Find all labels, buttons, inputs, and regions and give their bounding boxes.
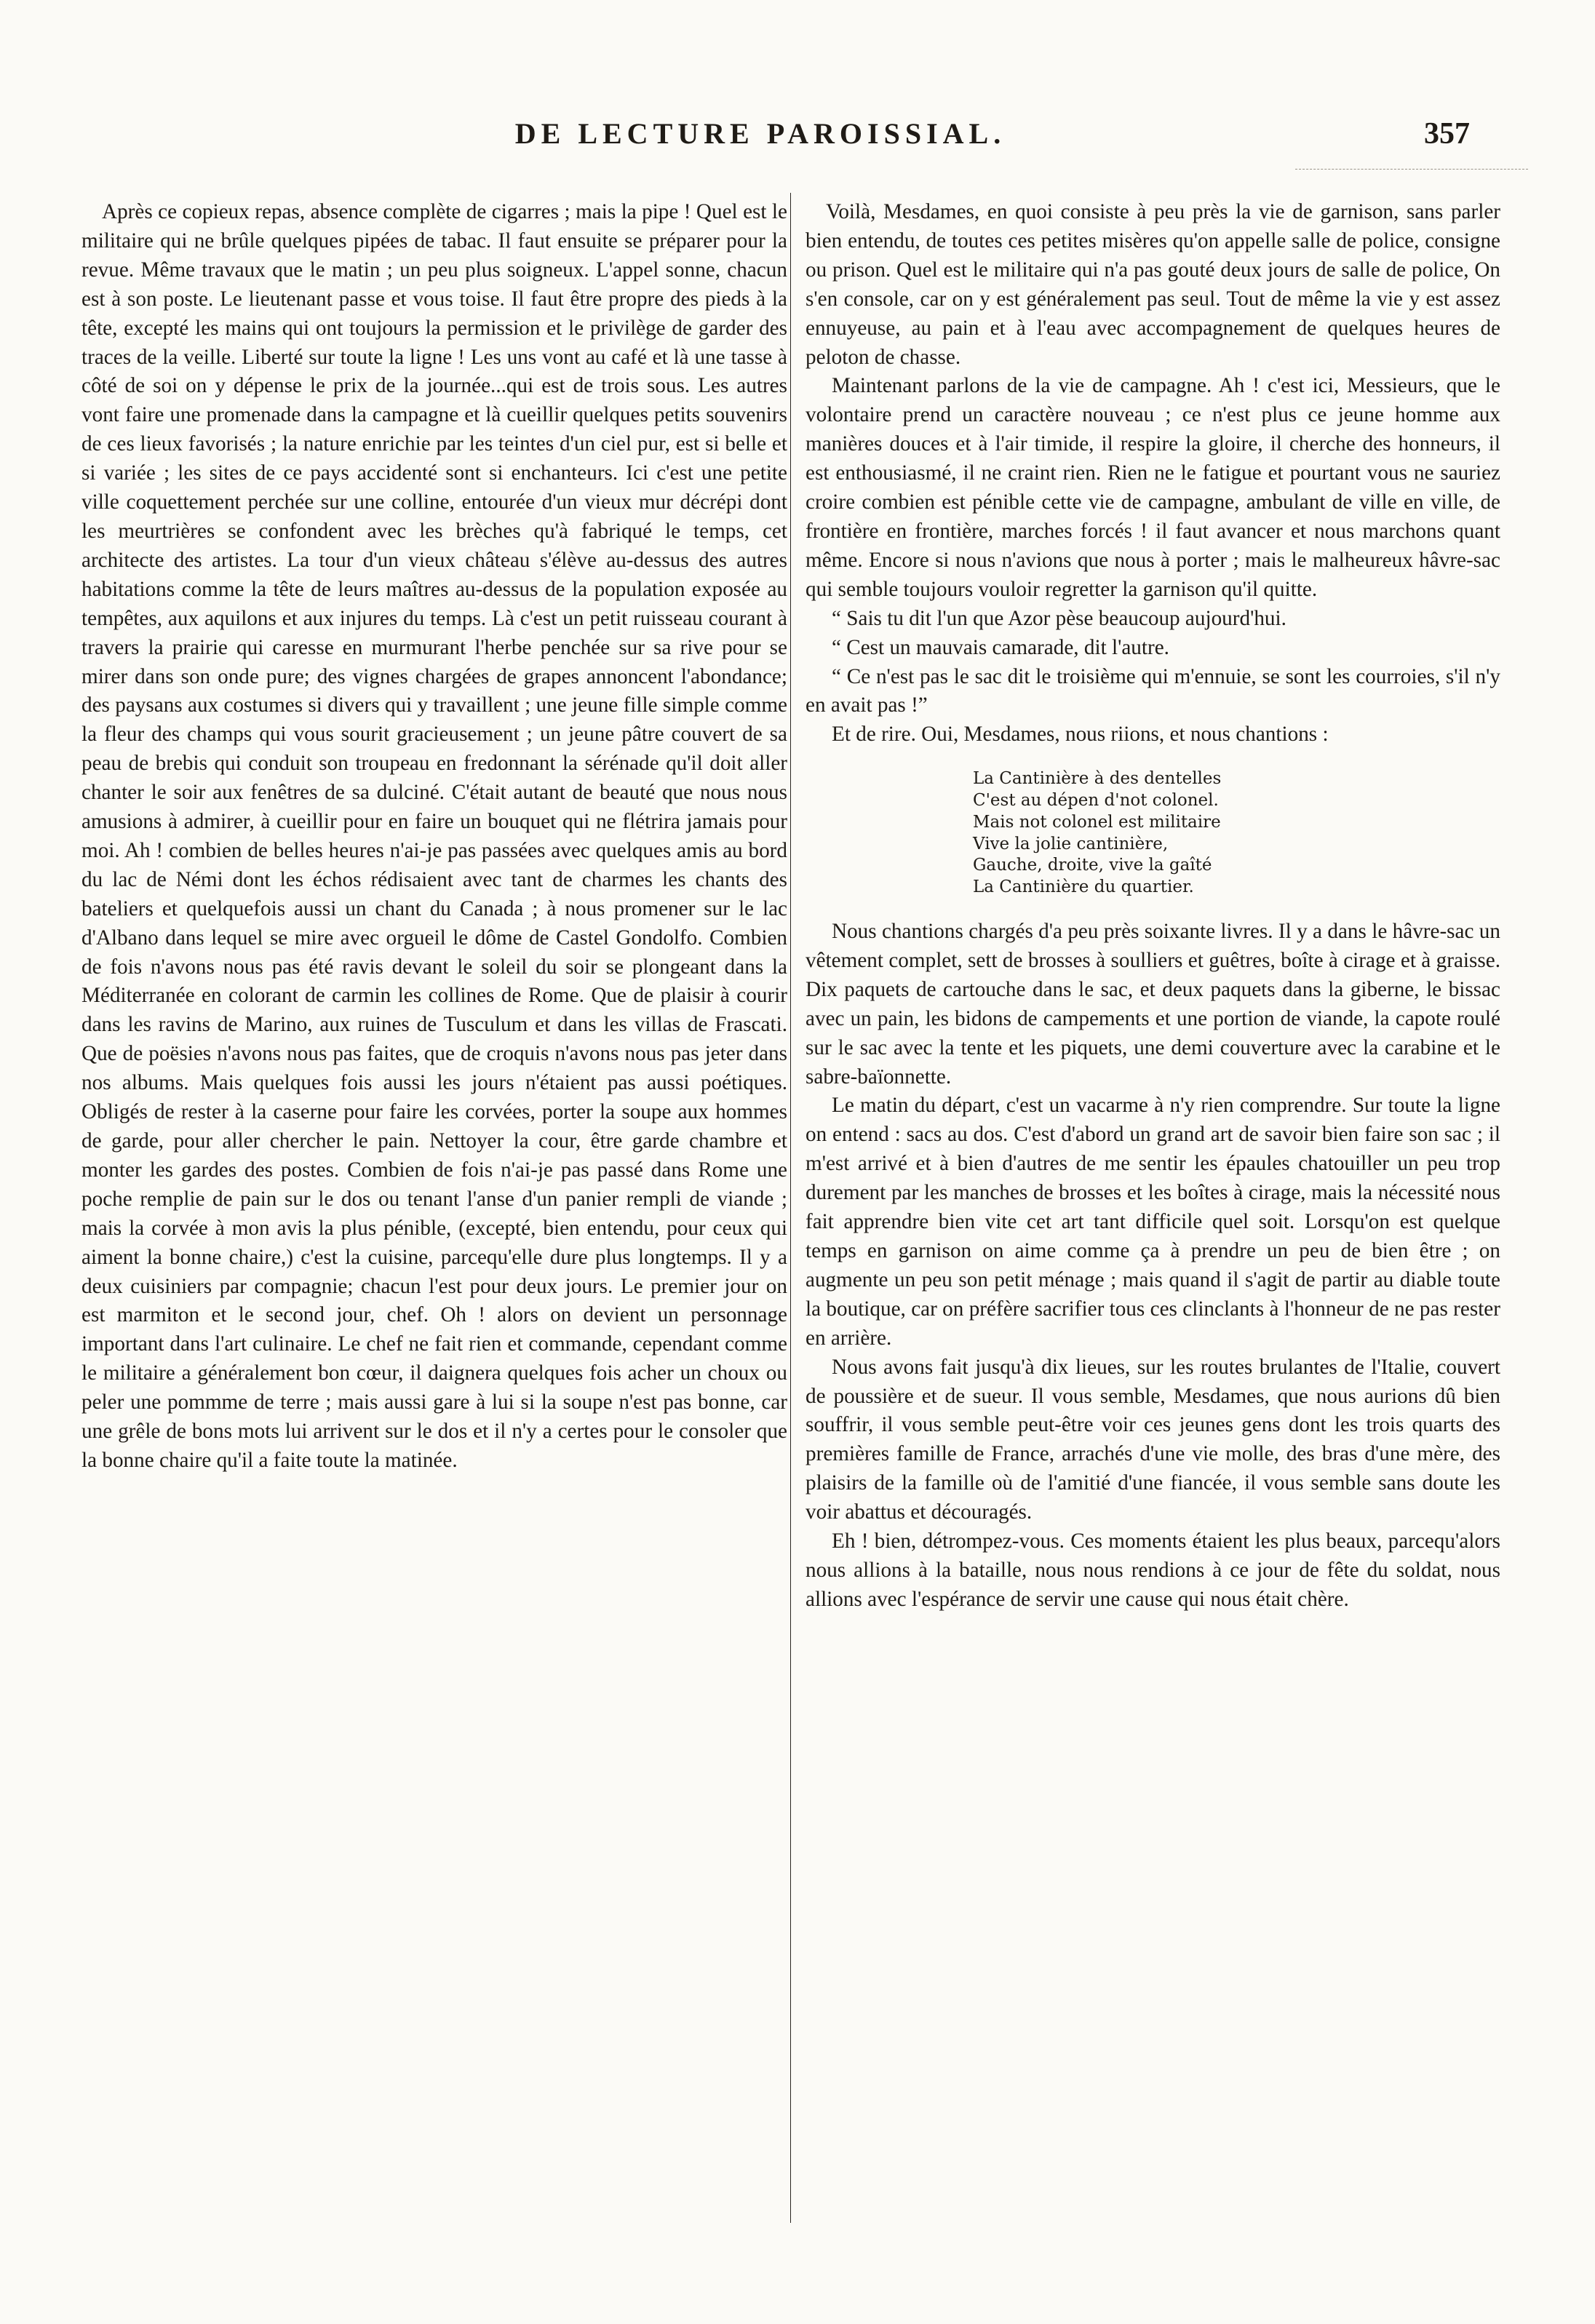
paragraph: Maintenant parlons de la vie de campagne. Ah ! c'est ici, Messieurs, que le volontaire prend un caractère nouveau ; ce n'est plus ce jeune homme aux manières douces et à l'air timide, il respire la gloire, il cherche des honneurs, il est enthousiasmé, il ne craint rien. Rien ne le fatigue et pourtant vous ne sauriez croire combien est pénible cette vie de campagne, ambulant de ville en ville, de frontière en frontière, marches forcés ! il faut avancer et nous marchons quant même. Encore si nous n'avions que nous à porter ; mais le malheureux hâvre-sac qui semble toujours vouloir regretter la garnison qu'il quitte.: [806, 374, 1500, 601]
paragraph: Après ce copieux repas, absence complète de cigarres ; mais la pipe ! Quel est le militaire qui ne brûle quelques pipées de tabac. Il faut ensuite se préparer pour la revue. Même travaux que le matin ; un peu plus soigneux. L'appel sonne, chacun est à son poste. Le lieutenant passe et vous toise. Il faut être propre des pieds à la tête, excepté les mains qui ont toujours la permission et le privilège de garder des traces de la veille. Liberté sur toute la ligne ! Les uns vont au café et là une tasse à côté de soi on y dépense le prix de la journée...qui est de trois sous. Les autres vont faire une promenade dans la campagne et là cueillir quelques petits souvenirs de ces lieux favorisés ; la nature enrichie par les teintes d'un ciel pur, est si belle et si variée ; les sites de ce pays accidenté sont si enchanteurs. Ici c'est une petite ville coquettement perchée sur une colline, entourée d'un vieux mur décrépi dont les meurtrières se confondent avec les brèches qu'à fabriqué le temps, cet architecte des artistes. La tour d'un vieux château s'élève au-dessus des autres habitations comme la tête de leurs maîtres au-dessus de la population exposée au tempêtes, aux aquilons et aux injures du temps. Là c'est un petit ruisseau courant à travers la prairie qui caresse en murmurant l'herbe penchée sur sa rive pour se mirer dans son onde pure; des vignes chargées de grapes annoncent l'abondance; des paysans aux costumes si divers qui y travaillent ; une jeune fille simple comme la fleur des champs qui vous sourit gracieusement ; un jeune pâtre couvert de sa peau de brebis qui conduit son troupeau en fredonnant la sérénade qu'il doit aller chanter le soir aux fenêtres de sa dulciné. C'était autant de beauté que nous nous amusions à admirer, à cueillir pour en faire un bouquet qui ne flétrira jamais pour moi. Ah ! combien de belles heures n'ai-je pas passées avec quelques amis au bord du lac de Némi dont les échos rédisaient avec tant de charmes les chants des bateliers et quelquefois aussi un chant du Canada ; à nous promener sur le lac d'Albano dans lequel se mire avec orgueil le dôme de Castel Gondolfo. Combien de fois n'avons nous pas été ravis devant le soleil du soir se plongeant dans la Méditerranée en colorant de carmin les collines de Rome. Que de plaisir à courir dans les ravins de Marino, aux ruines de Tusculum et dans les villas de Frascati. Que de poësies n'avons nous pas faites, que de croquis n'avons nous pas jeter dans nos albums. Mais quelques fois aussi les jours n'étaient pas aussi poétiques. Obligés de rester à la caserne pour faire les corvées, porter la soupe aux hommes de garde, pour aller chercher le pain. Nettoyer la cour, être garde chambre et monter les gardes des postes. Combien de fois n'ai-je pas passé dans Rome une poche remplie de pain sur le dos ou tenant l'anse d'un panier rempli de viande ; mais la corvée à mon avis la plus pénible, (excepté, bien entendu, pour ceux qui aiment la bonne chaire,) c'est la cuisine, parcequ'elle dure plus longtemps. Il y a deux cuisiniers par compagnie; chacun l'est pour deux jours. Le premier jour on est marmiton et le second jour, chef. Oh ! alors on devient un personnage important dans l'art culinaire. Le chef ne fait rien et commande, cependant comme le militaire a généralement bon cœur, il daignera quelques fois acher un choux ou peler une pommme de terre ; mais aussi gare à lui si la soupe n'est pas bonne, car une grêle de bons mots lui arrivent sur le dos et il n'y a certes pour le consoler que la bonne chaire qu'il a faite toute la matinée.: [81, 200, 787, 1472]
paragraph: “ Cest un mauvais camarade, dit l'autre.: [832, 635, 1169, 659]
page-header: [58, 116, 1470, 160]
verse-line: La Cantinière du quartier.: [973, 878, 1194, 897]
verse-line: La Cantinière à des dentelles: [973, 769, 1222, 789]
column-divider: [790, 193, 791, 2223]
verse-line: Gauche, droite, vive la gaîté: [973, 856, 1212, 875]
paragraph: Le matin du départ, c'est un vacarme à n'y rien comprendre. Sur toute la ligne on entend : sacs au dos. C'est d'abord un grand art de savoir bien faire son sac ; il m'est arrivé et à bien d'autres de me sentir les épaules chatouiller un peu trop durement par les manches de brosses et les boîtes à cirage, mais la nécessité nous fait apprendre bien vite cet art tant difficile quel soit. Lorsqu'on est quelque temps en garnison on aime comme ça à prendre un peu de bien être ; on augmente un peu son petit ménage ; mais quand il s'agit de partir au diable toute la boutique, car on préfère sacrifier tous ces clinclants à l'honneur de ne pas rester en arrière.: [806, 1094, 1500, 1350]
song-verse: [973, 768, 1500, 899]
paragraph: Eh ! bien, détrompez-vous. Ces moments étaient les plus beaux, parcequ'alors nous allions à la bataille, nous nous rendions à ce jour de fête du soldat, nous allions avec l'espérance de servir une cause qui nous était chère.: [806, 1529, 1500, 1611]
left-column: [81, 198, 787, 1476]
header-rule: [1295, 169, 1528, 170]
paragraph: Et de rire. Oui, Mesdames, nous riions, et nous chantions :: [832, 723, 1329, 747]
running-title: DE LECTURE PAROISSIAL.: [514, 117, 1006, 150]
paragraph: “ Ce n'est pas le sac dit le troisième qui m'ennuie, se sont les courroies, s'il n'y en avait pas !”: [806, 664, 1500, 717]
verse-line: Mais not colonel est militaire: [973, 812, 1221, 832]
right-column: [806, 198, 1500, 1615]
verse-line: Vive la jolie cantinière,: [973, 834, 1169, 853]
paragraph: “ Sais tu dit l'un que Azor pèse beaucoup aujourd'hui.: [832, 606, 1286, 630]
paragraph: Nous avons fait jusqu'à dix lieues, sur les routes brulantes de l'Italie, couvert de poussière et de sueur. Il vous semble, Mesdames, que nous aurions dû bien souffrir, il vous semble peut-être voir ces jeunes gens dont les trois quarts des premières famille de France, arrachés d'une vie molle, des bras d'une mère, des plaisirs de la famille où de l'amitié d'une fiancée, il vous semble sans doute les voir abattus et découragés.: [806, 1355, 1500, 1524]
verse-line: C'est au dépen d'not colonel.: [973, 791, 1219, 811]
paragraph: Voilà, Mesdames, en quoi consiste à peu près la vie de garnison, sans parler bien entendu, de toutes ces petites misères qu'on appelle salle de police, consigne ou prison. Quel est le militaire qui n'a pas gouté deux jours de salle de police, On s'en console, car on y est généralement pas seul. Tout de même la vie y est assez ennuyeuse, au pain et à l'eau avec accompagnement de quelques heures de peloton de chasse.: [806, 200, 1500, 369]
paragraph: Nous chantions chargés d'a peu près soixante livres. Il y a dans le hâvre-sac un vêtement complet, sett de brosses à soulliers et guêtres, boîte à cirage et à graisse. Dix paquets de cartouche dans le sac, et deux paquets dans la giberne, le bissac avec un pain, les bidons de campements et une portion de viande, la capote roulé sur le sac avec la tente et les piquets, une demi couverture avec la carabine et le sabre-baïonnette.: [806, 920, 1500, 1089]
page-number: 357: [1424, 117, 1470, 151]
